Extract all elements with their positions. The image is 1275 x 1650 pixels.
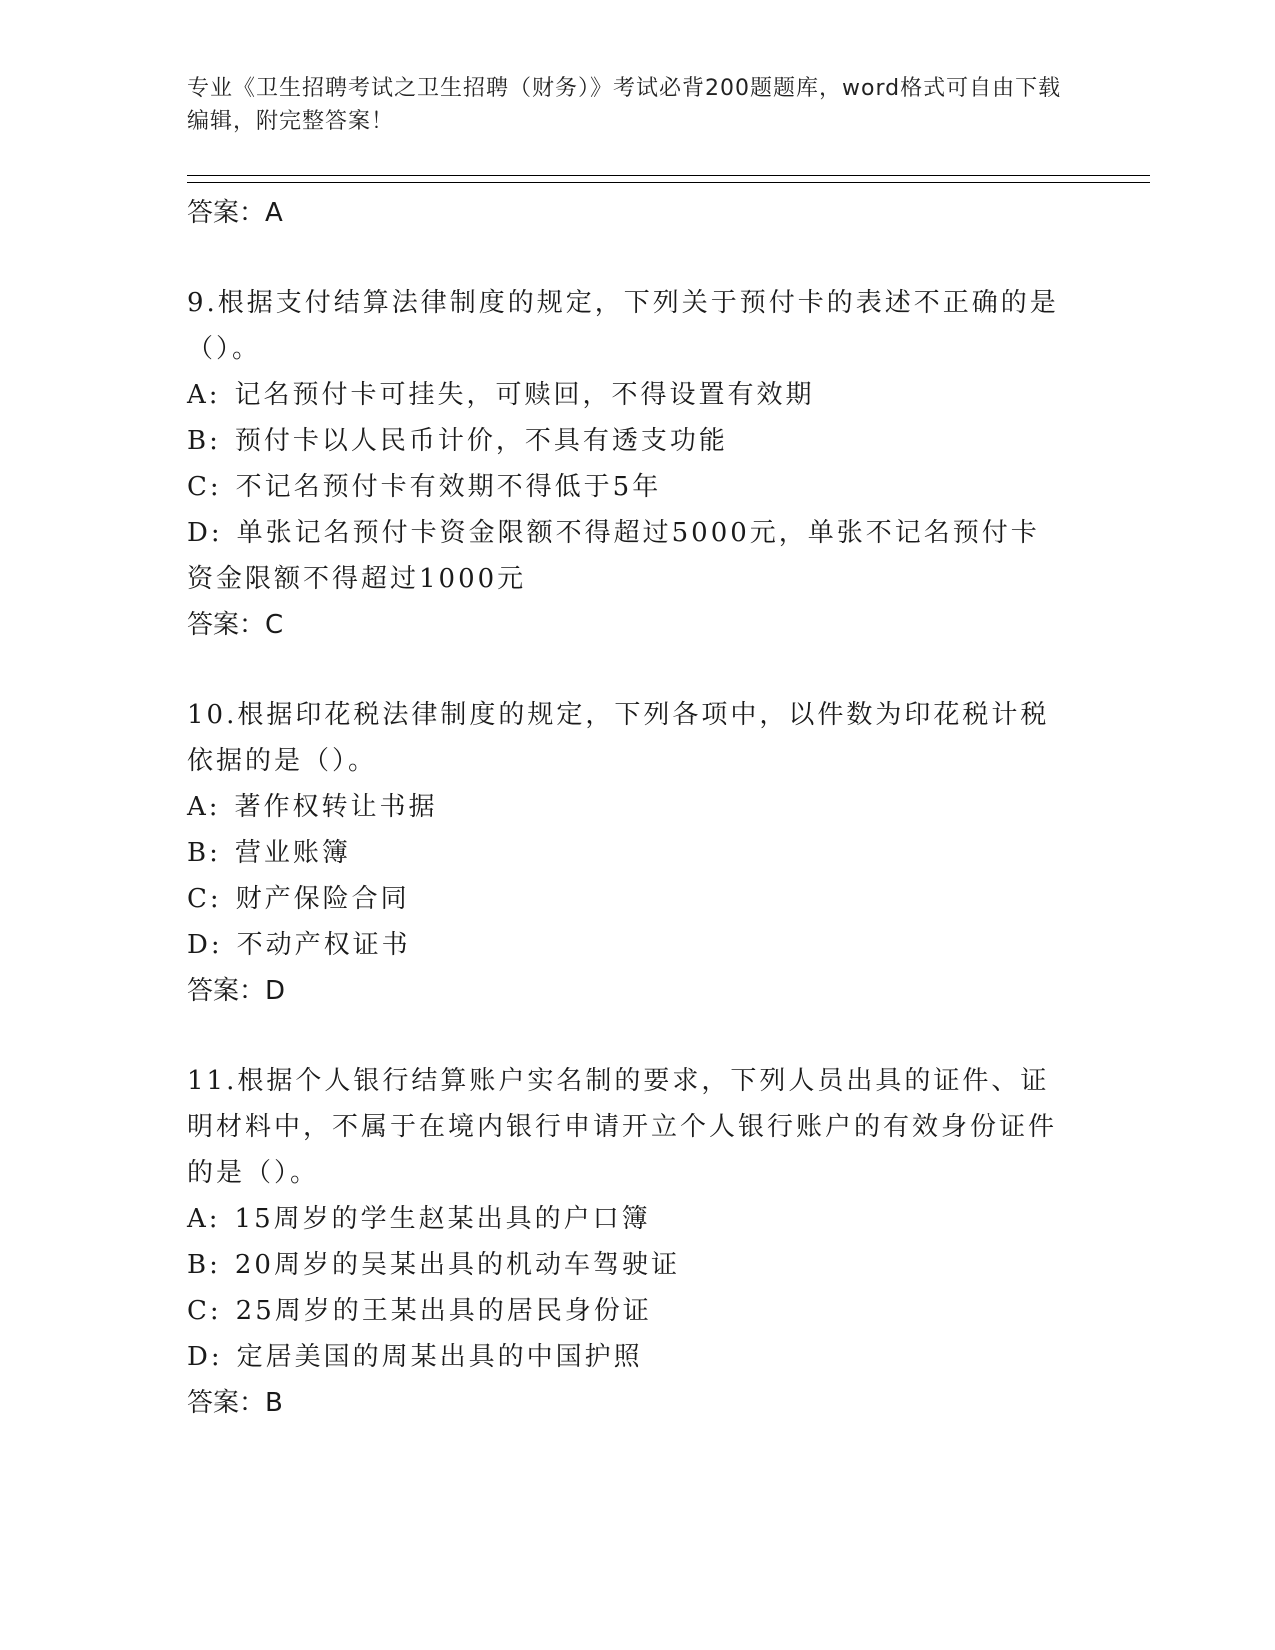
question-stem: 10.根据印花税法律制度的规定，下列各项中，以件数为印花税计税依据的是（）。 xyxy=(187,700,1050,776)
option-letter: C: xyxy=(187,472,222,502)
option-text: 著作权转让书据 xyxy=(234,792,438,822)
option-letter: B: xyxy=(187,1250,221,1280)
answer-label: 答案：D xyxy=(187,976,286,1006)
option-letter: C: xyxy=(187,1296,222,1326)
option-c xyxy=(187,464,1067,510)
question-stem: 9.根据支付结算法律制度的规定，下列关于预付卡的表述不正确的是（）。 xyxy=(187,288,1059,364)
answer-label-prev: 答案：A xyxy=(187,198,283,228)
option-a xyxy=(187,1196,1067,1242)
header-rule-top xyxy=(187,175,1150,176)
option-text: 营业账簿 xyxy=(234,838,351,868)
option-text: 15周岁的学生赵某出具的户口簿 xyxy=(234,1204,651,1234)
question-9 xyxy=(187,280,1087,648)
option-letter: A: xyxy=(187,380,221,410)
option-text: 单张记名预付卡资金限额不得超过5000元，单张不记名预付卡资金限额不得超过1000元 xyxy=(187,518,1040,594)
answer-label: 答案：B xyxy=(187,1388,283,1418)
option-letter: A: xyxy=(187,792,221,822)
option-letter: B: xyxy=(187,426,221,456)
option-d xyxy=(187,1334,1067,1380)
option-letter: D: xyxy=(187,930,223,960)
option-c xyxy=(187,876,1067,922)
option-text: 预付卡以人民币计价，不具有透支功能 xyxy=(234,426,728,456)
option-text: 20周岁的吴某出具的机动车驾驶证 xyxy=(234,1250,680,1280)
option-b xyxy=(187,418,1067,464)
option-text: 不动产权证书 xyxy=(236,930,411,960)
option-a xyxy=(187,784,1067,830)
answer-label: 答案：C xyxy=(187,610,284,640)
option-d xyxy=(187,510,1067,602)
option-text: 不记名预付卡有效期不得低于5年 xyxy=(235,472,662,502)
option-text: 财产保险合同 xyxy=(235,884,410,914)
question-10 xyxy=(187,692,1087,1014)
option-a xyxy=(187,372,1067,418)
question-11 xyxy=(187,1058,1087,1426)
question-list xyxy=(187,190,1087,1426)
option-text: 记名预付卡可挂失，可赎回，不得设置有效期 xyxy=(234,380,815,410)
question-stem: 11.根据个人银行结算账户实名制的要求，下列人员出具的证件、证明材料中，不属于在境内银行申请开立个人银行账户的有效身份证件的是（）。 xyxy=(187,1066,1058,1188)
option-c xyxy=(187,1288,1067,1334)
option-letter: D: xyxy=(187,518,223,548)
option-letter: C: xyxy=(187,884,222,914)
option-text: 25周岁的王某出具的居民身份证 xyxy=(235,1296,652,1326)
option-b xyxy=(187,1242,1067,1288)
header-rule-bottom xyxy=(187,182,1150,183)
option-d xyxy=(187,922,1067,968)
option-letter: D: xyxy=(187,1342,223,1372)
option-letter: B: xyxy=(187,838,221,868)
option-b xyxy=(187,830,1067,876)
option-letter: A: xyxy=(187,1204,221,1234)
option-text: 定居美国的周某出具的中国护照 xyxy=(236,1342,643,1372)
document-header: 专业《卫生招聘考试之卫生招聘（财务）》考试必背200题题库，word格式可自由下载编辑，附完整答案！ xyxy=(187,76,1062,134)
